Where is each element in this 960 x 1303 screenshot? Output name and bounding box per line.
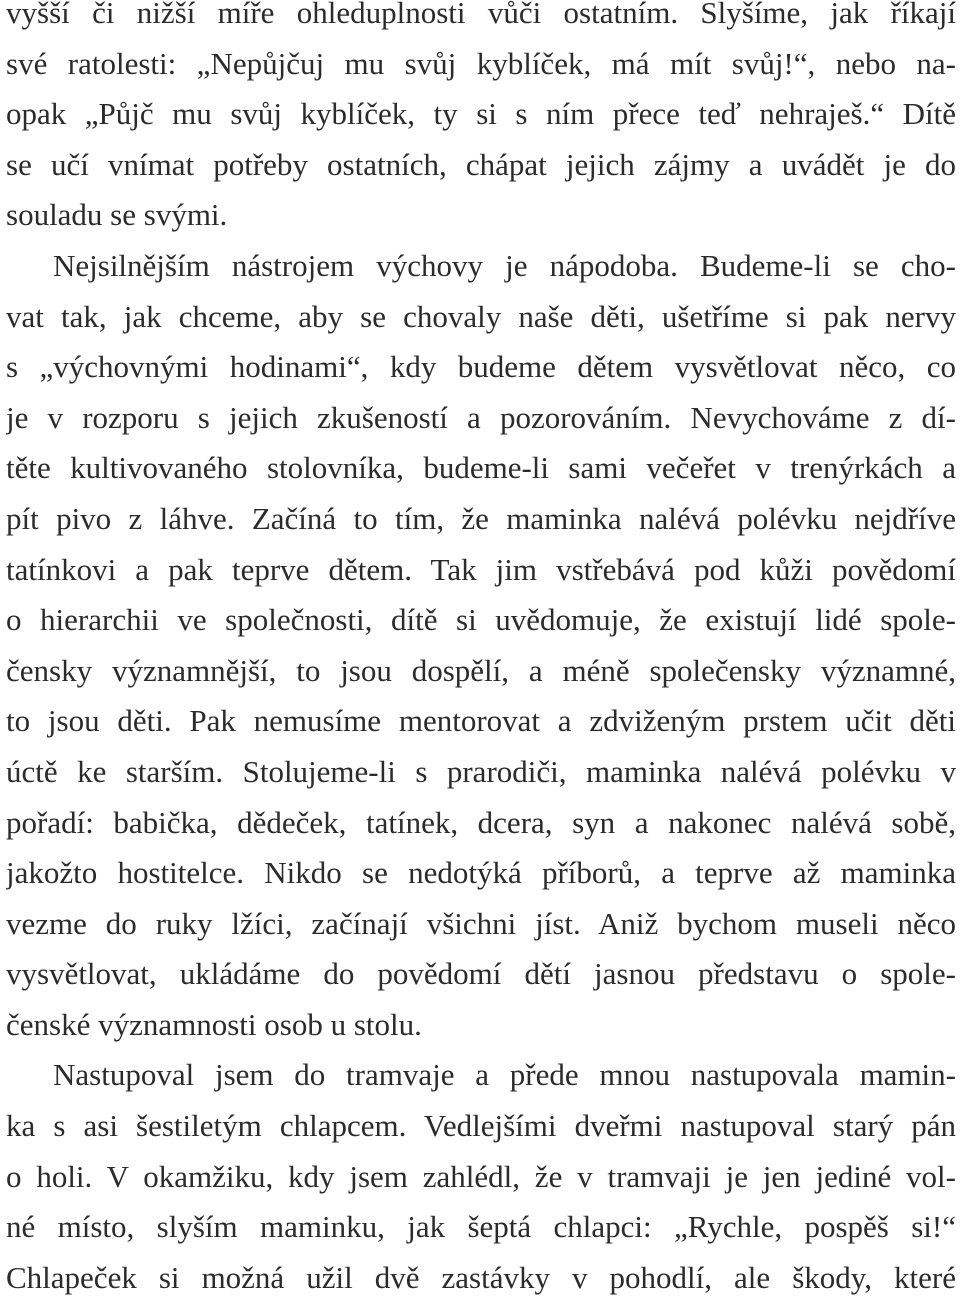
text-line: o hierarchii ve společnosti, dítě si uvědomuje, že existují lidé spole- xyxy=(6,602,956,638)
text-line: Chlapeček si možná užil dvě zastávky v pohodlí, ale škody, které xyxy=(6,1259,956,1295)
text-line: souladu se svými. xyxy=(6,197,228,233)
text-line: to jsou děti. Pak nemusíme mentorovat a zdviženým prstem učit děti xyxy=(6,703,956,739)
book-page xyxy=(6,0,956,1303)
text-line: s „výchovnými hodinami“, kdy budeme dětem vysvětlovat něco, co xyxy=(6,349,956,385)
text-line: Nastupoval jsem do tramvaje a přede mnou nastupovala mamin- xyxy=(53,1057,956,1093)
text-line: Nejsilnějším nástrojem výchovy je nápodoba. Budeme-li se cho- xyxy=(53,247,956,283)
text-line: o holi. V okamžiku, kdy jsem zahlédl, že v tramvaji je jen jediné vol- xyxy=(6,1158,956,1194)
text-line: opak „Půjč mu svůj kyblíček, ty si s ním přece teď nehraješ.“ Dítě xyxy=(6,96,956,132)
text-line: úctě ke starším. Stolujeme-li s prarodiči, maminka nalévá polévku v xyxy=(6,753,956,789)
text-line: vat tak, jak chceme, aby se chovaly naše děti, ušetříme si pak nervy xyxy=(6,298,956,334)
text-line: tatínkovi a pak teprve dětem. Tak jim vstřebává pod kůži povědomí xyxy=(6,551,956,587)
text-line: né místo, slyším maminku, jak šeptá chlapci: „Rychle, pospěš si!“ xyxy=(6,1209,956,1245)
text-line: se učí vnímat potřeby ostatních, chápat jejich zájmy a uvádět je do xyxy=(6,146,956,182)
text-line: jakožto hostitelce. Nikdo se nedotýká příborů, a teprve až maminka xyxy=(6,855,956,891)
text-line: je v rozporu s jejich zkušeností a pozorováním. Nevychováme z dí- xyxy=(6,399,956,435)
text-line: své ratolesti: „Nepůjčuj mu svůj kyblíček, má mít svůj!“, nebo na- xyxy=(6,45,956,81)
text-line: vyšší či nižší míře ohleduplnosti vůči ostatním. Slyšíme, jak říkají xyxy=(6,0,956,30)
text-line: ka s asi šestiletým chlapcem. Vedlejšími dveřmi nastupoval starý pán xyxy=(6,1108,956,1144)
text-line: vysvětlovat, ukládáme do povědomí dětí jasnou představu o spole- xyxy=(6,956,956,992)
text-line: vezme do ruky lžíci, začínají všichni jíst. Aniž bychom museli něco xyxy=(6,905,956,941)
text-line: pořadí: babička, dědeček, tatínek, dcera, syn a nakonec nalévá sobě, xyxy=(6,804,956,840)
text-line: těte kultivovaného stolovníka, budeme-li sami večeřet v trenýrkách a xyxy=(6,450,956,486)
text-line: čensky významnější, to jsou dospělí, a méně společensky významné, xyxy=(6,652,956,688)
text-line: čenské významnosti osob u stolu. xyxy=(6,1006,422,1042)
text-line: pít pivo z láhve. Začíná to tím, že maminka nalévá polévku nejdříve xyxy=(6,500,956,536)
